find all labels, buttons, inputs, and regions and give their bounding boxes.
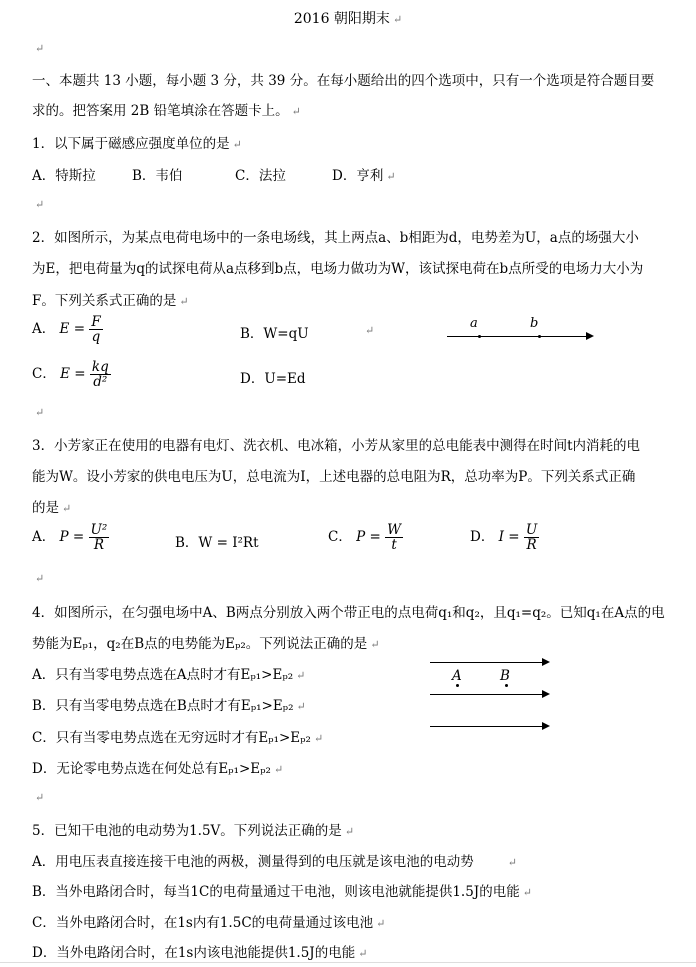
q5-option-c: C．当外电路闭合时，在1s内有1.5C的电荷量通过该电池 ↵ <box>32 915 386 931</box>
section-instructions-line2: 求的。把答案用 2B 铅笔填涂在答题卡上。 ↵ <box>32 103 301 119</box>
q4-option-c: C．只有当零电势点选在无穷远时才有Eₚ₁>Eₚ₂ ↵ <box>32 730 324 746</box>
q5-option-d: D．当外电路闭合时，在1s内该电池能提供1.5J的电能 ↵ <box>32 945 368 961</box>
q3-option-b: B．W = I²Rt <box>175 535 259 551</box>
q4-point-b-label: B <box>500 668 510 684</box>
q4-arrowhead-1-icon <box>542 658 550 666</box>
q5-option-a: A．用电压表直接连接干电池的两极，测量得到的电压就是该电池的电动势 ↵ <box>32 854 517 870</box>
blank-line: ↵ <box>35 791 45 804</box>
q2-stem-line3: F。下列关系式正确的是 ↵ <box>32 293 189 309</box>
q4-field-line-1 <box>430 662 542 663</box>
q4-option-a: A．只有当零电势点选在A点时才有Eₚ₁>Eₚ₂ ↵ <box>32 667 306 683</box>
q4-arrowhead-3-icon <box>542 722 550 730</box>
q2-point-a-label: a <box>470 316 478 331</box>
q4-arrowhead-2-icon <box>542 690 550 698</box>
q3-stem-line1: 3．小芳家正在使用的电器有电灯、洗衣机、电冰箱，小芳从家里的总电能表中测得在时间t内消耗的电 <box>32 438 641 454</box>
q4-stem-line1: 4．如图所示，在匀强电场中A、B两点分别放入两个带正电的点电荷q₁和q₂，且q₁=q₂。已知q₁在A点的电 <box>32 605 665 621</box>
q4-point-b-dot <box>505 684 508 687</box>
q2-option-d: D．U=Ed <box>240 371 306 387</box>
section-instructions-line1: 一、本题共 13 小题，每小题 3 分，共 39 分。在每小题给出的四个选项中，只有一个选项是符合题目要 <box>32 73 655 89</box>
q2-option-b: B．W=qU <box>240 326 309 342</box>
q1-option-a: A．特斯拉 <box>32 168 96 184</box>
q5-stem: 5．已知干电池的电动势为1.5V。下列说法正确的是 ↵ <box>32 823 355 839</box>
q2-field-line <box>447 336 587 337</box>
q3-option-c-fraction: $\frac{W}{t}$ <box>387 522 402 553</box>
blank-line: ↵ <box>35 406 45 419</box>
q5-option-b: B．当外电路闭合时，每当1C的电荷量通过干电池，则该电池就能提供1.5J的电能 ↵ <box>32 884 532 900</box>
q2-option-a: A． E = $\frac{F}{q}$ <box>32 314 101 345</box>
q2-point-b-label: b <box>530 316 539 331</box>
page-bottom-divider <box>0 962 696 963</box>
q3-option-c: C． P = $\frac{W}{t}$ <box>328 522 402 553</box>
q1-option-b: B．韦伯 <box>132 168 183 184</box>
blank-line: ↵ <box>35 572 45 585</box>
q3-option-d-fraction: $\frac{U}{R}$ <box>525 522 538 553</box>
q4-point-a-dot <box>456 684 459 687</box>
return-mark: ↵ <box>365 324 375 337</box>
q3-option-a-fraction: $\frac{\text{U²}}{R}$ <box>90 522 108 553</box>
q1-stem: 1．以下属于磁感应强度单位的是 ↵ <box>32 136 242 152</box>
q2-stem-line2: 为E，把电荷量为q的试探电荷从a点移到b点，电场力做功为W，该试探电荷在b点所受的电场力大小为 <box>32 261 644 277</box>
q2-point-b-dot <box>538 335 541 338</box>
q3-stem-line2: 能为W。设小芳家的供电电压为U，总电流为I，上述电器的总电阻为R，总功率为P。下列关系式正确 <box>32 469 636 485</box>
q2-option-c: C． E = $\frac{kq}{\text{d²}}$ <box>32 359 109 390</box>
q1-option-d: D．亨利 ↵ <box>332 168 396 184</box>
q3-stem-line3: 的是 ↵ <box>32 500 72 516</box>
q4-field-line-3 <box>430 726 542 727</box>
q2-point-a-dot <box>478 335 481 338</box>
q4-stem-line2: 势能为Eₚ₁，q₂在B点的电势能为Eₚ₂。下列说法正确的是 ↵ <box>32 636 380 652</box>
q1-option-c: C．法拉 <box>235 168 286 184</box>
q2-option-a-fraction: $\frac{F}{q}$ <box>91 314 101 345</box>
q4-point-a-label: A <box>452 668 462 684</box>
q2-arrowhead-icon <box>586 332 594 340</box>
blank-line: ↵ <box>35 198 45 211</box>
q4-field-line-2 <box>430 694 542 695</box>
q4-option-d: D．无论零电势点选在何处总有Eₚ₁>Eₚ₂ ↵ <box>32 761 284 777</box>
q2-option-c-fraction: $\frac{kq}{\text{d²}}$ <box>91 359 109 390</box>
q3-option-d: D． I = $\frac{U}{R}$ <box>470 522 538 553</box>
q2-stem-line1: 2．如图所示，为某点电荷电场中的一条电场线，其上两点a、b相距为d，电势差为U，a点的场强大小 <box>32 230 639 246</box>
q4-option-b: B．只有当零电势点选在B点时才有Eₚ₁>Eₚ₂ ↵ <box>32 698 306 714</box>
blank-line: ↵ <box>35 42 45 55</box>
q3-option-a: A． P = $\frac{\text{U²}}{R}$ <box>32 522 108 553</box>
page-title: 2016 朝阳期末 ↵ <box>293 11 403 27</box>
